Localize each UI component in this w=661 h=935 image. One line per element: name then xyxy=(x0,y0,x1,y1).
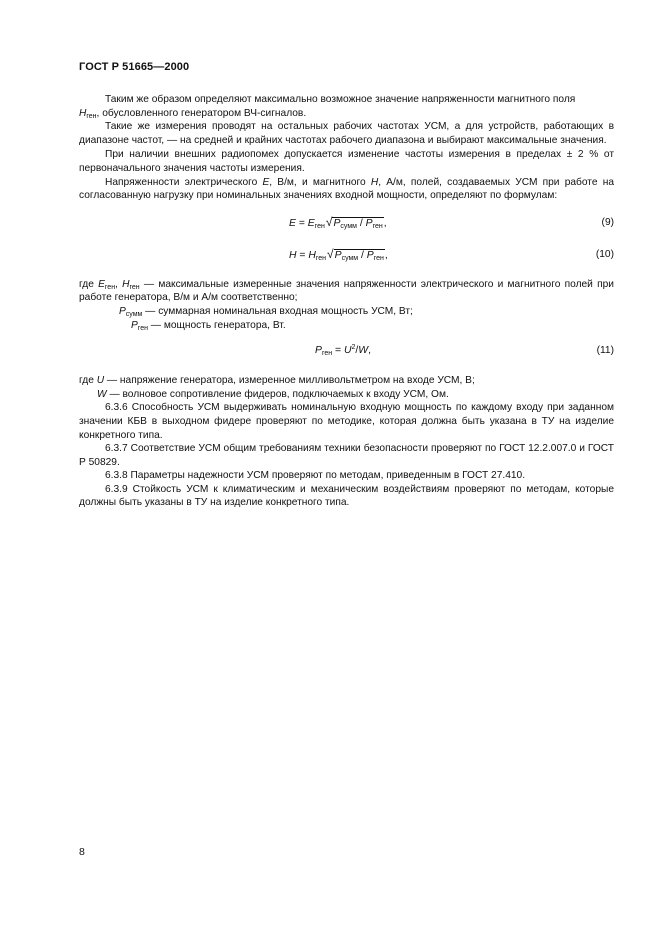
formula-11-number: (11) xyxy=(596,345,614,357)
clause-6-3-9: 6.3.9 Стойкость УСМ к климатическим и механическим воздействиям проверяют по методам, которые должны быть указаны в ТУ на изделие конкретного типа. xyxy=(79,483,614,509)
definition-e-h-gen: где $E_{ген}$, $H_{ген}$ — максимальные измеренные значения напряженности электрического и магнитного полей при работе генератора, В/м и А/м соответственно; xyxy=(79,278,614,304)
clause-6-3-7: 6.3.7 Соответствие УСМ общим требованиям техники безопасности проверяют по ГОСТ 12.2.007.0 и ГОСТ Р 50829. xyxy=(79,443,614,468)
document-body xyxy=(79,93,614,510)
formula-9 xyxy=(79,214,614,234)
clause-6-3-8: 6.3.8 Параметры надежности УСМ проверяют по методам, приведенным в ГОСТ 27.410. xyxy=(105,470,526,482)
definition-u: где U — напряжение генератора, измеренное милливольтметром на входе УСМ, В; xyxy=(79,375,475,387)
formula-11 xyxy=(79,342,614,362)
document-header: ГОСТ Р 51665—2000 xyxy=(79,61,190,73)
paragraph-radio-interference: При наличии внешних радиопомех допускается изменение частоты измерения в пределах ± 2 % от первоначального значения частоты измерения. xyxy=(79,149,614,174)
formula-9-number: (9) xyxy=(601,216,614,228)
paragraph-field-strength-intro: Напряженности электрического E, В/м, и магнитного H, А/м, полей, создаваемых УСМ при работе на согласованную нагрузку при номинальных значениях входной мощности, определяют по формулам: xyxy=(79,176,615,202)
formula-10 xyxy=(79,246,614,266)
definition-w: W — волновое сопротивление фидеров, подключаемых к входу УСМ, Ом. xyxy=(97,388,449,400)
formula-10-number: (10) xyxy=(595,248,614,260)
formula-9-expression: $E = E_{ген}√P_{сумм} / P_{ген}$, xyxy=(289,214,387,230)
definition-p-summ: $P_{сумм}$ — суммарная номинальная входная мощность УСМ, Вт; xyxy=(119,305,413,318)
clause-6-3-6: 6.3.6 Способность УСМ выдерживать номинальную входную мощность по каждому входу при заданном значении КБВ в выходном фидере проверяют по методике, которая должна быть указана в ТУ на изделие конкретного типа. xyxy=(79,402,614,441)
paragraph-other-frequencies: Такие же измерения проводят на остальных рабочих частотах УСМ, а для устройств, работающих в диапазоне частот, — на средней и крайних частотах рабочего диапазона и выбирают максимальные значения. xyxy=(79,121,614,146)
formula-10-expression: $H = H_{ген}√P_{сумм} / P_{ген}$, xyxy=(289,246,388,262)
page-number: 8 xyxy=(79,846,85,858)
formula-11-expression: $P_{ген} = U^2/W$, xyxy=(315,344,371,358)
paragraph-max-magnetic-field: Таким же образом определяют максимально возможное значение напряженности магнитного поля $H_{ген}$, обусловленного генератором ВЧ-сигналов. xyxy=(79,94,576,120)
definition-p-gen: $P_{ген}$ — мощность генератора, Вт. xyxy=(131,319,286,332)
